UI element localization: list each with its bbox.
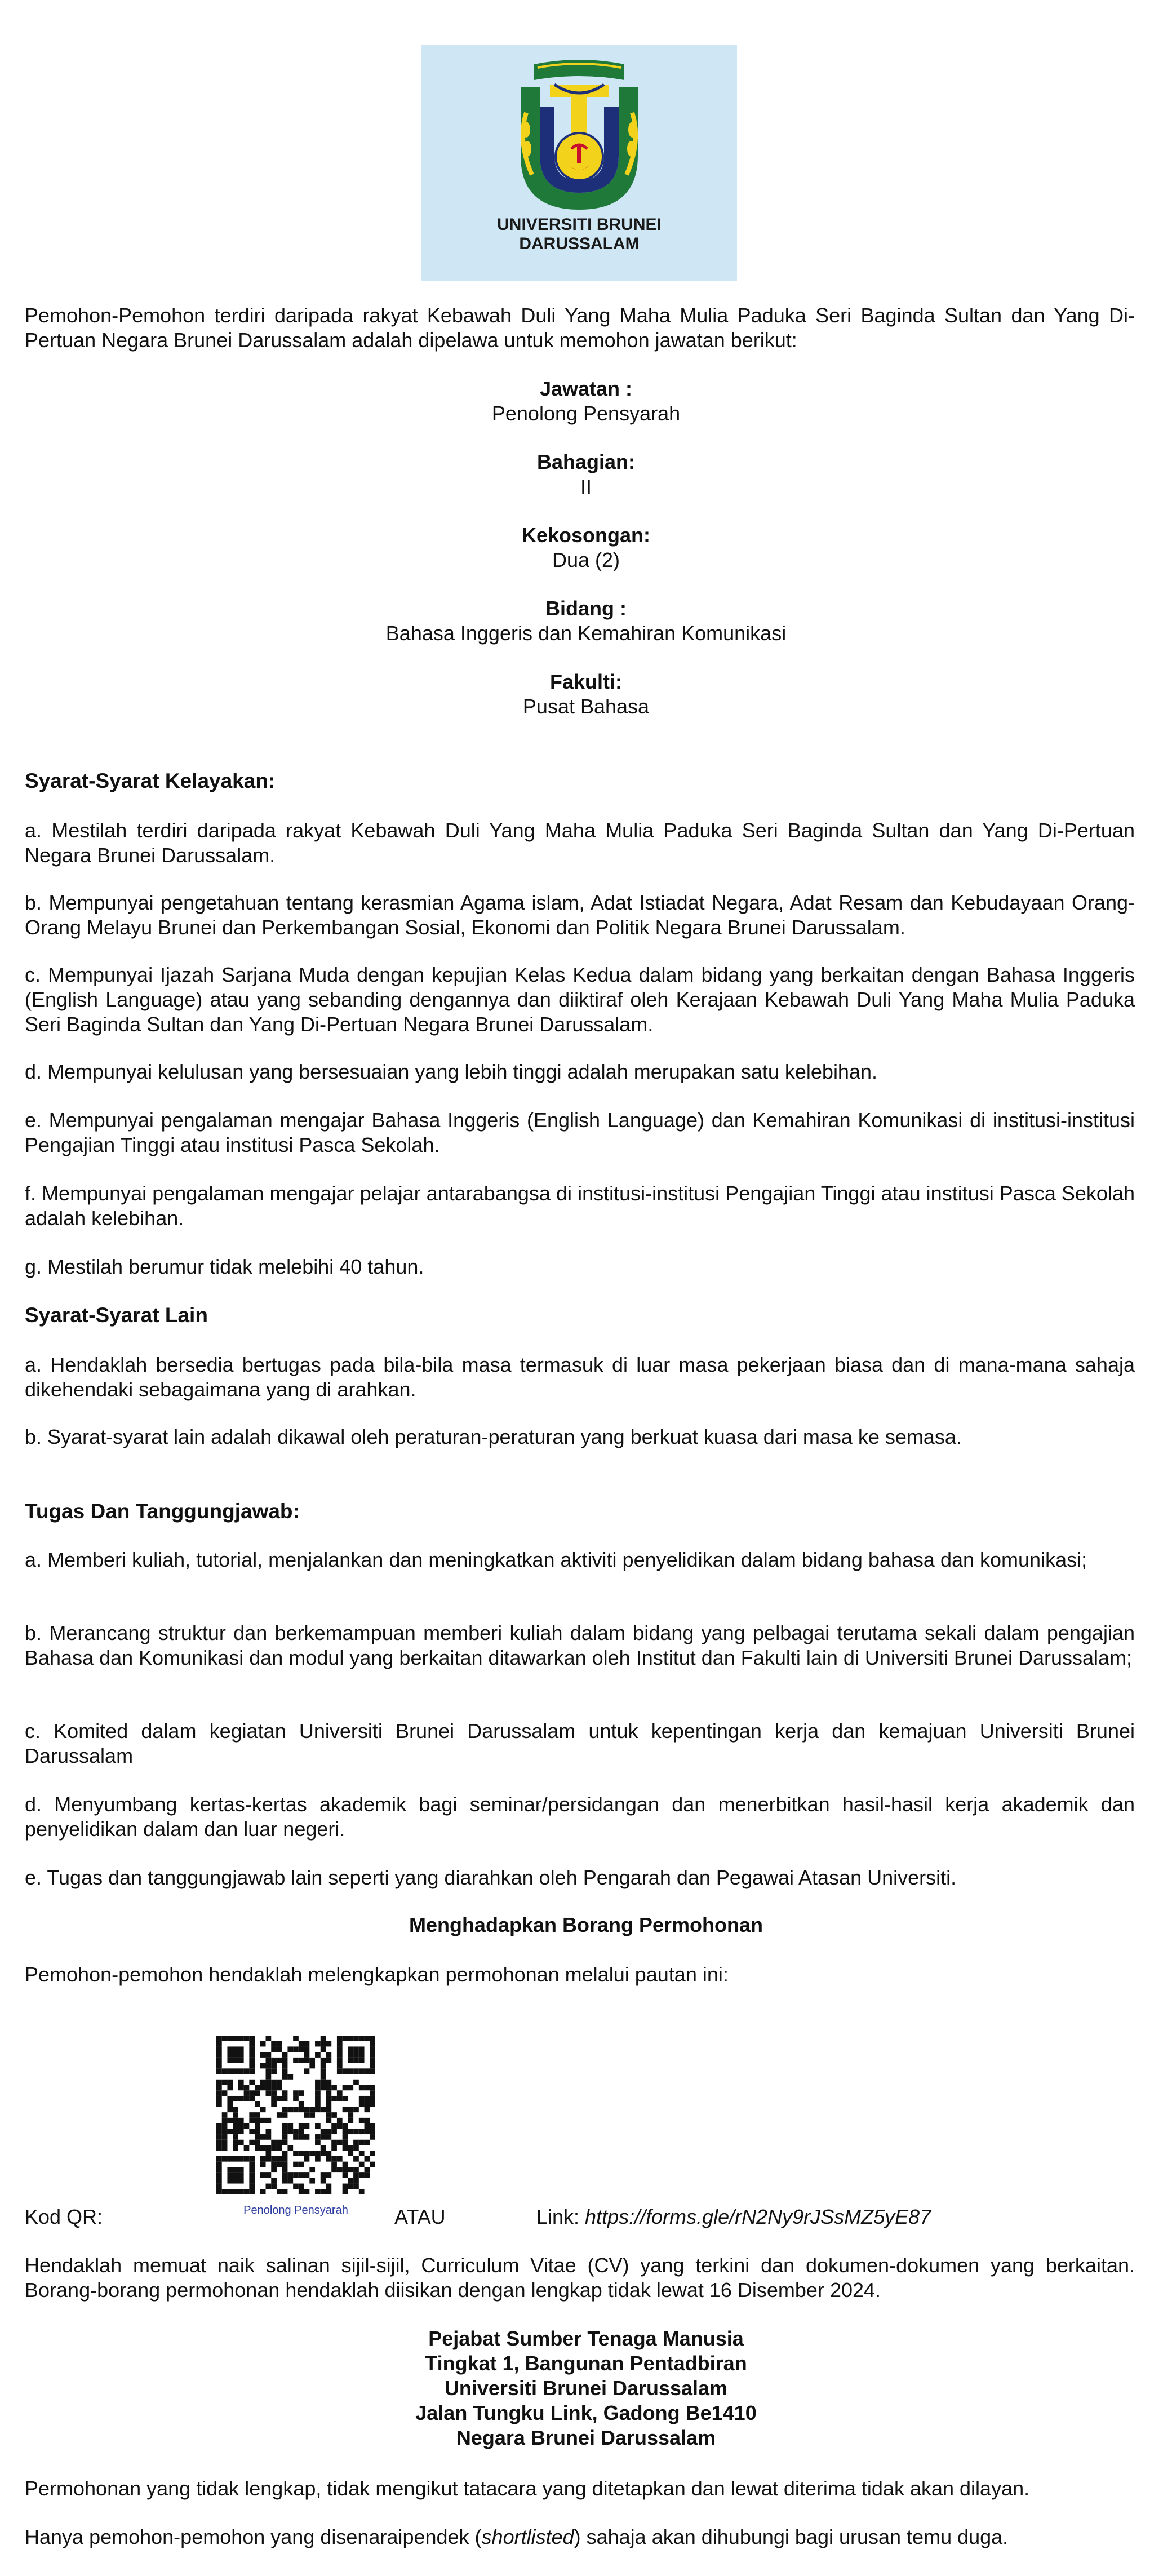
shortlist-note-italic: shortlisted bbox=[481, 2525, 574, 2548]
shortlist-note bbox=[25, 2525, 1135, 2550]
eligibility-heading: Syarat-Syarat Kelayakan: bbox=[25, 769, 276, 792]
detail-field bbox=[0, 596, 1172, 646]
shortlist-note-before: Hanya pemohon-pemohon yang disenaraipendek ( bbox=[25, 2525, 482, 2548]
detail-value: II bbox=[580, 475, 592, 498]
detail-value: Pusat Bahasa bbox=[522, 695, 650, 718]
shortlist-note-after: ) sahaja akan dihubungi bagi urusan temu duga. bbox=[574, 2525, 1009, 2548]
address-block bbox=[0, 2326, 1172, 2450]
address-line: Pejabat Sumber Tenaga Manusia bbox=[428, 2327, 744, 2350]
detail-division bbox=[0, 450, 1172, 499]
eligibility-item: b. Mempunyai pengetahuan tentang kerasmian Agama islam, Adat Istiadat Negara, Adat Resam dan Kebudayaan Orang-Orang Melayu Brunei dan Perkembangan Sosial, Ekonomi dan Politik Negara Brunei Darussalam. bbox=[25, 891, 1135, 939]
eligibility-item: a. Mestilah terdiri daripada rakyat Kebawah Duli Yang Maha Mulia Paduka Seri Baginda Sultan dan Yang Di-Pertuan Negara Brunei Darussalam. bbox=[25, 819, 1135, 867]
address-line: Negara Brunei Darussalam bbox=[456, 2426, 716, 2449]
application-heading: Menghadapkan Borang Permohonan bbox=[409, 1913, 763, 1936]
detail-label: Jawatan : bbox=[539, 377, 633, 400]
address-line: Tingkat 1, Bangunan Pentadbiran bbox=[425, 2352, 747, 2375]
logo-wordmark bbox=[421, 215, 737, 254]
logo-name-line-2: DARUSSALAM bbox=[519, 234, 640, 253]
other-requirement-item: b. Syarat-syarat lain adalah dikawal oleh peraturan-peraturan yang berkuat kuasa dari masa ke semasa. bbox=[25, 1425, 962, 1448]
eligibility-item: e. Mempunyai pengalaman mengajar Bahasa Inggeris (English Language) dan Kemahiran Komunikasi di institusi-institusi Pengajian Tinggi atau institusi Pasca Sekolah. bbox=[25, 1109, 1135, 1156]
duty-item: a. Memberi kuliah, tutorial, menjalankan dan meningkatkan aktiviti penyelidikan dalam bidang bahasa dan komunikasi; bbox=[25, 1548, 1087, 1571]
detail-value: Dua (2) bbox=[552, 548, 620, 571]
eligibility-item: g. Mestilah berumur tidak melebihi 40 tahun. bbox=[25, 1255, 424, 1278]
or-label: ATAU bbox=[394, 2205, 446, 2228]
upload-note: Hendaklah memuat naik salinan sijil-sijil, Curriculum Vitae (CV) yang terkini dan dokumen-dokumen yang berkaitan. Borang-borang permohonan hendaklah diisikan dengan lengkap tidak lewat 16 Disember 2024. bbox=[25, 2254, 1135, 2302]
duty-item: c. Komited dalam kegiatan Universiti Brunei Darussalam untuk kepentingan kerja dan kemajuan Universiti Brunei Darussalam bbox=[25, 1719, 1135, 1767]
duty-item: d. Menyumbang kertas-kertas akademik bagi seminar/persidangan dan menerbitkan hasil-hasil kerja akademik dan penyelidikan dalam dan luar negeri. bbox=[25, 1793, 1135, 1841]
other-requirements-heading: Syarat-Syarat Lain bbox=[25, 1303, 208, 1327]
qr-caption: Penolong Pensyarah bbox=[243, 2204, 348, 2216]
qr-label: Kod QR: bbox=[25, 2205, 103, 2228]
application-link[interactable] bbox=[536, 2205, 931, 2229]
university-logo bbox=[421, 45, 737, 281]
detail-label: Fakulti: bbox=[549, 670, 622, 693]
other-requirement-item: a. Hendaklah bersedia bertugas pada bila-bila masa termasuk di luar masa pekerjaan biasa dan di mana-mana sahaja dikehendaki sebagaimana yang di arahkan. bbox=[25, 1353, 1135, 1401]
intro-paragraph: Pemohon-Pemohon terdiri daripada rakyat Kebawah Duli Yang Maha Mulia Paduka Seri Baginda Sultan dan Yang Di-Pertuan Negara Brunei Darussalam adalah dipelawa untuk memohon jawatan berikut: bbox=[25, 304, 1135, 352]
duty-item: e. Tugas dan tanggungjawab lain seperti yang diarahkan oleh Pengarah dan Pegawai Atasan Universiti. bbox=[25, 1866, 957, 1889]
address-line: Jalan Tungku Link, Gadong Be1410 bbox=[415, 2401, 757, 2424]
duties-heading: Tugas Dan Tanggungjawab: bbox=[25, 1500, 300, 1523]
link-url[interactable]: https://forms.gle/rN2Ny9rJSsMZ5yE87 bbox=[585, 2205, 931, 2228]
detail-value: Penolong Pensyarah bbox=[491, 402, 681, 425]
eligibility-item: d. Mempunyai kelulusan yang bersesuaian yang lebih tinggi adalah merupakan satu kelebihan. bbox=[25, 1060, 878, 1083]
application-instruction: Pemohon-pemohon hendaklah melengkapkan permohonan melalui pautan ini: bbox=[25, 1963, 729, 1986]
detail-value: Bahasa Inggeris dan Kemahiran Komunikasi bbox=[385, 622, 787, 645]
closing-note: Permohonan yang tidak lengkap, tidak mengikut tatacara yang ditetapkan dan lewat diterima tidak akan dilayan. bbox=[25, 2477, 1030, 2500]
detail-label: Kekosongan: bbox=[521, 524, 651, 547]
detail-label: Bahagian: bbox=[536, 450, 636, 473]
detail-faculty bbox=[0, 670, 1172, 719]
duty-item: b. Merancang struktur dan berkemampuan memberi kuliah dalam bidang yang pelbagai terutama sekali dalam pengajian Bahasa dan Komunikasi dan modul yang berkaitan ditawarkan oleh Institut dan Fakulti lain di Universiti Brunei Darussalam; bbox=[25, 1621, 1135, 1669]
detail-position bbox=[0, 376, 1172, 426]
logo-name-line-1: UNIVERSITI BRUNEI bbox=[497, 215, 662, 234]
qr-code-icon[interactable] bbox=[216, 2036, 375, 2194]
detail-vacancy bbox=[0, 523, 1172, 573]
eligibility-item: f. Mempunyai pengalaman mengajar pelajar antarabangsa di institusi-institusi Pengajian Tinggi atau institusi Pasca Sekolah adalah kelebihan. bbox=[25, 1182, 1135, 1230]
eligibility-item: c. Mempunyai Ijazah Sarjana Muda dengan kepujian Kelas Kedua dalam bidang yang berkaitan dengan Bahasa Inggeris (English Language) atau yang sebanding dengannya dan diiktiraf oleh Kerajaan Kebawah Duli Yang Maha Mulia Paduka Seri Baginda Sultan dan Yang Di-Pertuan Negara Brunei Darussalam. bbox=[25, 963, 1135, 1036]
university-crest-icon bbox=[421, 45, 737, 214]
link-label: Link: bbox=[536, 2205, 585, 2228]
detail-label: Bidang : bbox=[545, 597, 627, 620]
address-line: Universiti Brunei Darussalam bbox=[444, 2377, 728, 2400]
